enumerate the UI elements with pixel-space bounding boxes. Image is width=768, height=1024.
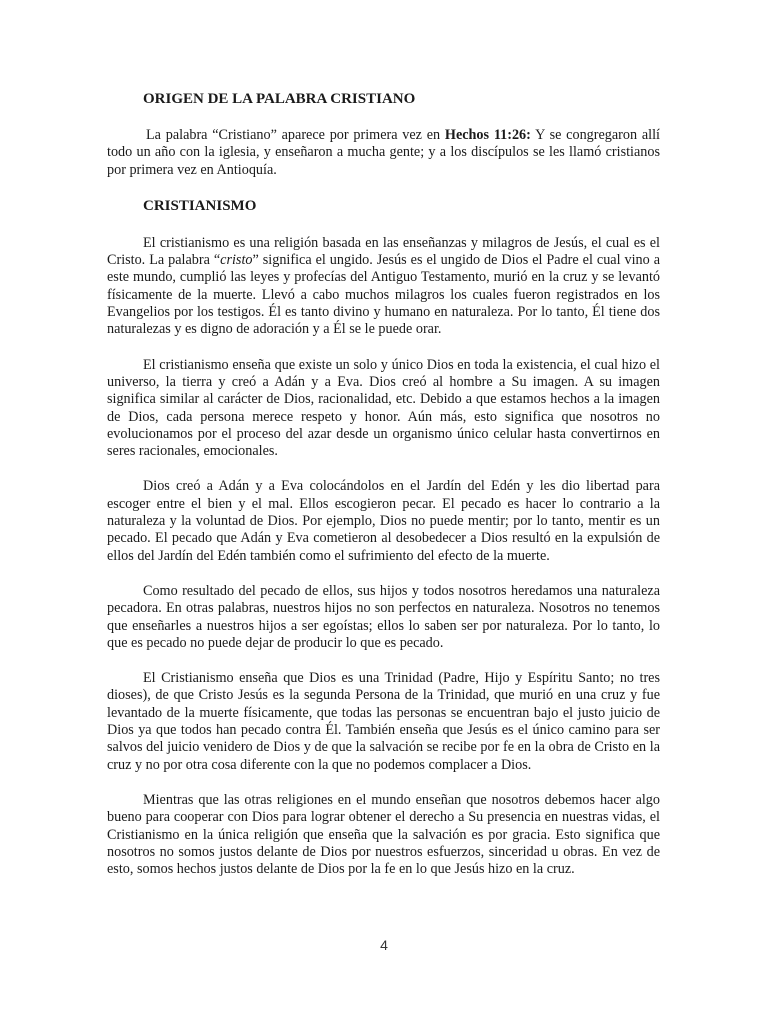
origin-text-before: La palabra “Cristiano” aparece por primera vez en [146,127,445,143]
paragraph-5: El Cristianismo enseña que Dios es una Trinidad (Padre, Hijo y Espíritu Santo; no tres dioses), de que Cristo Jesús es la segunda Persona de la Trinidad, que murió en una cruz y fue levantado de la muerte físicamente, que todas las personas se encuentran bajo el justo juicio de Dios ya que todos han pecado contra Él. También enseña que Jesús es el único camino para ser salvos del juicio venidero de Dios y de que la salvación se recibe por fe en la obra de Cristo en la cruz y no por otra cosa diferente con la que no podemos complacer a Dios. [107,670,660,773]
origin-paragraph [107,127,660,179]
paragraph-6: Mientras que las otras religiones en el mundo enseñan que nosotros debemos hacer algo bueno para cooperar con Dios para lograr obtener el derecho a Su presencia en nuestras vidas, el Cristianismo en la única religión que enseña que la salvación es por gracia. Esto significa que nosotros no somos justos delante de Dios por nuestros esfuerzos, sinceridad u obras. En vez de esto, somos hechos justos delante de Dios por la fe en lo que Jesús hizo en la cruz. [107,791,660,878]
paragraph-3: Dios creó a Adán y a Eva colocándolos en el Jardín del Edén y les dio libertad para escoger entre el bien y el mal. Ellos escogieron pecar. El pecado es hacer lo contrario a la naturaleza y la voluntad de Dios. Por ejemplo, Dios no puede mentir; por lo tanto, mentir es un pecado. El pecado que Adán y Eva cometieron al desobedecer a Dios resultó en la expulsión de ellos del Jardín del Edén también como el sufrimiento del efecto de la muerte. [107,478,660,564]
heading-origin: ORIGEN DE LA PALABRA CRISTIANO [143,91,416,107]
paragraph-1-after: ” significa el ungido. Jesús es el ungido de Dios el Padre el cual vino a este mundo, cumplió las leyes y profecías del Antiguo Testamento, murió en la cruz y se levantó físicamente de la muerte. Llevó a cabo muchos milagros los cuales fueron registrados en los Evangelios por los testigos. Él es tanto divino y humano en naturaleza. Por lo tanto, Él tiene dos naturalezas y es digno de adoración y a Él se le puede orar. [107,252,660,338]
page-number: 4 [380,937,388,953]
paragraph-1-italic: cristo [220,252,253,269]
bible-reference: Hechos 11:26: [444,127,531,143]
paragraph-1 [107,235,660,339]
origin-text-after: Y se congregaron allí todo un año con la iglesia, y enseñaron a mucha gente; y a los discípulos se les llamó cristianos por primera vez en Antioquía. [107,127,660,178]
paragraph-4: Como resultado del pecado de ellos, sus hijos y todos nosotros heredamos una naturaleza pecadora. En otras palabras, nuestros hijos no son perfectos en naturaleza. Nosotros no tenemos que enseñarles a nuestros hijos a ser egoístas; ellos lo saben ser por naturaleza. Por lo tanto, lo que es pecado no puede dejar de producir lo que es pecado. [107,582,660,651]
heading-christianity: CRISTIANISMO [143,197,257,214]
document-page [107,90,660,896]
paragraph-1-before: El cristianismo es una religión basada en las enseñanzas y milagros de Jesús, el cual es el Cristo. La palabra “ [107,234,660,269]
paragraph-2: El cristianismo enseña que existe un solo y único Dios en toda la existencia, el cual hizo el universo, la tierra y creó a Adán y a Eva. Dios creó al hombre a Su imagen. A su imagen significa similar al carácter de Dios, racionalidad, etc. Debido a que estamos hechos a la imagen de Dios, cada persona merece respeto y honor. Aún más, esto significa que nosotros no evolucionamos por el proceso del azar desde un organismo único celular hasta convertirnos en seres racionales, emocionales. [107,356,660,460]
